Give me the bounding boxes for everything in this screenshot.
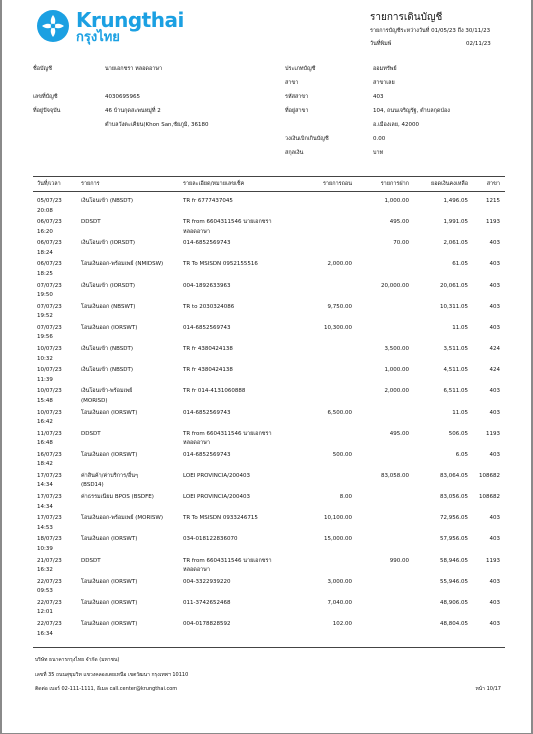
currency-label: สกุลเงิน xyxy=(285,150,304,156)
row-balance: 58,946.05 xyxy=(440,557,468,564)
row-branch: 403 xyxy=(489,388,500,395)
table-top-rule xyxy=(33,176,505,177)
row-description: โอนเงินออก (NBSWT) xyxy=(81,303,136,310)
row-date: 22/07/23 xyxy=(37,578,62,585)
row-branch: 108682 xyxy=(479,472,500,479)
row-withdraw: 3,000.00 xyxy=(327,578,352,585)
row-balance: 83,064.05 xyxy=(440,472,468,479)
row-time: 14:34 xyxy=(37,482,53,489)
row-balance: 6.05 xyxy=(455,451,468,458)
branch-code-label: รหัสสาขา xyxy=(285,94,309,100)
row-time: 10:32 xyxy=(37,355,53,362)
row-date: 11/07/23 xyxy=(37,430,62,437)
row-description: ค่าสินค้า/ค่าบริการ/อื่นๆ xyxy=(81,472,138,479)
row-detail: 014-6852569743 xyxy=(183,409,231,416)
row-description: โอนเงินออก (IORSWT) xyxy=(81,324,138,331)
row-description: เงินโอนเข้า (NBSDT) xyxy=(81,367,133,374)
row-description: เงินโอนเข้า (IORSDT) xyxy=(81,240,135,247)
row-deposit: 20,000.00 xyxy=(381,282,409,289)
row-balance: 61.05 xyxy=(452,261,468,268)
row-date: 10/07/23 xyxy=(37,409,62,416)
row-branch: 424 xyxy=(489,346,500,353)
row-date: 06/07/23 xyxy=(37,240,62,247)
row-time: 12:01 xyxy=(37,609,53,616)
row-branch: 1193 xyxy=(486,557,500,564)
row-balance: 11.05 xyxy=(452,324,468,331)
row-detail: LOEI PROVINCIA/200403 xyxy=(183,472,250,479)
row-description: โอนเงินออก-พร้อมเพย์ (NMIDSW) xyxy=(81,261,164,268)
row-time: 19:56 xyxy=(37,334,53,341)
row-branch: 403 xyxy=(489,303,500,310)
row-description: DDSDT xyxy=(81,430,101,437)
row-detail: 014-6852569743 xyxy=(183,324,231,331)
row-detail: 004-3322939220 xyxy=(183,578,231,585)
row-time: 19:52 xyxy=(37,313,53,320)
row-description-2: (BSD14) xyxy=(81,482,104,489)
header-detail: รายละเอียด/หมายเลขเช็ค xyxy=(183,181,245,187)
row-date: 10/07/23 xyxy=(37,346,62,353)
row-balance: 1,496.05 xyxy=(443,198,468,204)
row-withdraw: 10,100.00 xyxy=(324,515,352,522)
row-balance: 20,061.05 xyxy=(440,282,468,289)
row-time: 19:50 xyxy=(37,292,53,299)
account-number-value: 4030695965 xyxy=(105,94,140,100)
row-branch: 403 xyxy=(489,599,500,606)
row-deposit: 2,000.00 xyxy=(384,388,409,395)
row-balance: 3,511.05 xyxy=(443,346,468,353)
document-title: รายการเดินบัญชี xyxy=(370,12,443,23)
address-line1: 46 บ้านกุดสะพนหมู่ที่ 2 xyxy=(105,108,161,114)
row-withdraw: 2,000.00 xyxy=(327,261,352,268)
account-number-label: เลขที่บัญชี xyxy=(33,94,58,100)
row-withdraw: 102.00 xyxy=(332,621,352,627)
row-withdraw: 15,000.00 xyxy=(324,536,352,543)
row-date: 17/07/23 xyxy=(37,494,62,501)
row-balance: 10,311.05 xyxy=(440,303,468,310)
row-description: โอนเงินออก (IORSWT) xyxy=(81,578,138,585)
row-description: เงินโอนเข้า (NBSDT) xyxy=(81,198,133,204)
row-branch: 403 xyxy=(489,578,500,585)
row-date: 05/07/23 xyxy=(37,198,62,204)
account-name-value: นายเอกชรา หลอดอาษา xyxy=(105,66,163,72)
row-detail: 014-6852569743 xyxy=(183,240,231,247)
address-line2: ตำบลวังตะเคียน(Khon San,ชัยภูมิ, 36180 xyxy=(105,122,209,128)
bank-name: Krungthai xyxy=(76,8,184,32)
row-branch: 403 xyxy=(489,282,500,289)
footer-company: บริษัท ธนาคารกรุงไทย จำกัด (มหาชน) xyxy=(35,657,120,663)
row-description: โอนเงินออก (IORSWT) xyxy=(81,621,138,627)
row-detail: 004-1892633963 xyxy=(183,282,231,289)
row-branch: 1193 xyxy=(486,219,500,226)
row-branch: 403 xyxy=(489,621,500,627)
row-detail: TR from 6604311546 นายเอกชรา xyxy=(183,557,272,564)
row-description: เงินโอนเข้า-พร้อมเพย์ xyxy=(81,388,133,395)
statement-page xyxy=(2,0,531,733)
row-description: DDSDT xyxy=(81,557,101,564)
branch-code-value: 403 xyxy=(373,94,384,100)
row-balance: 48,906.05 xyxy=(440,599,468,606)
page-number: หน้า 10/17 xyxy=(475,686,501,692)
row-detail: TR from 6604311546 นายเอกชรา xyxy=(183,430,272,437)
header-branch: สาขา xyxy=(486,181,500,187)
row-balance: 4,511.05 xyxy=(443,367,468,374)
branch-address-label: ที่อยู่สาขา xyxy=(285,108,309,114)
row-branch: 403 xyxy=(489,240,500,247)
row-branch: 403 xyxy=(489,324,500,331)
address-label: ที่อยู่ปัจจุบัน xyxy=(33,108,61,114)
header-balance: ยอดเงินคงเหลือ xyxy=(431,181,468,187)
row-description: เงินโอนเข้า (NBSDT) xyxy=(81,346,133,353)
branch-value: สาขาเลย xyxy=(373,80,395,86)
footer-address: เลขที่ 35 ถนนสุขุมวิท แขวงคลองเตยเหนือ เขตวัฒนา กรุงเทพฯ 10110 xyxy=(35,672,189,678)
krungthai-logo-icon xyxy=(37,10,69,42)
row-date: 10/07/23 xyxy=(37,367,62,374)
row-date: 18/07/23 xyxy=(37,536,62,543)
row-detail: 004-0178828592 xyxy=(183,621,231,627)
row-withdraw: 7,040.00 xyxy=(327,599,352,606)
row-branch: 403 xyxy=(489,515,500,522)
row-branch: 403 xyxy=(489,409,500,416)
footer-rule xyxy=(33,647,505,648)
row-date: 07/07/23 xyxy=(37,303,62,310)
row-description: โอนเงินออก (IORSWT) xyxy=(81,409,138,416)
row-time: 20:08 xyxy=(37,207,53,214)
row-time: 16:34 xyxy=(37,630,53,637)
row-withdraw: 9,750.00 xyxy=(327,303,352,310)
row-deposit: 70.00 xyxy=(393,240,409,247)
row-time: 15:48 xyxy=(37,397,53,404)
row-detail: TR from 6604311546 นายเอกชรา xyxy=(183,219,272,226)
statement-period: รายการบัญชีระหว่างวันที่ 01/05/23 ถึง 30/11/23 xyxy=(370,28,491,34)
row-detail: LOEI PROVINCIA/200403 xyxy=(183,494,250,501)
row-balance: 55,946.05 xyxy=(440,578,468,585)
row-balance: 1,991.05 xyxy=(443,219,468,226)
bank-name-thai: กรุงไทย xyxy=(76,30,120,45)
row-description-2: (MORISD) xyxy=(81,397,108,404)
row-date: 22/07/23 xyxy=(37,599,62,606)
row-balance: 506.05 xyxy=(448,430,468,437)
row-deposit: 990.00 xyxy=(389,557,409,564)
row-branch: 403 xyxy=(489,261,500,268)
row-date: 17/07/23 xyxy=(37,515,62,522)
row-description: โอนเงินออก (IORSWT) xyxy=(81,599,138,606)
row-balance: 11.05 xyxy=(452,409,468,416)
row-date: 16/07/23 xyxy=(37,451,62,458)
row-time: 16:42 xyxy=(37,419,53,425)
row-date: 17/07/23 xyxy=(37,472,62,479)
row-time: 14:53 xyxy=(37,524,53,531)
row-description: โอนเงินออก (IORSWT) xyxy=(81,536,138,543)
row-deposit: 1,000.00 xyxy=(384,198,409,204)
row-date: 07/07/23 xyxy=(37,324,62,331)
row-time: 18:24 xyxy=(37,249,53,256)
row-branch: 1215 xyxy=(486,198,500,204)
row-balance: 72,956.05 xyxy=(440,515,468,522)
row-balance: 2,061.05 xyxy=(443,240,468,247)
header-deposit: รายการฝาก xyxy=(380,181,409,187)
row-detail: 034-018122836070 xyxy=(183,536,238,543)
row-date: 06/07/23 xyxy=(37,261,62,268)
row-detail-2: หลอดอาษา xyxy=(183,567,210,574)
row-time: 14:34 xyxy=(37,503,53,510)
row-detail-2: หลอดอาษา xyxy=(183,440,210,447)
print-date-label: วันที่พิมพ์ xyxy=(370,41,392,47)
row-withdraw: 10,300.00 xyxy=(324,324,352,331)
row-time: 16:48 xyxy=(37,440,53,447)
account-type-value: ออมทรัพย์ xyxy=(373,66,397,72)
row-time: 16:32 xyxy=(37,567,53,574)
branch-label: สาขา xyxy=(285,80,299,86)
row-date: 22/07/23 xyxy=(37,621,62,627)
branch-address-line2: อ.เมืองเลย, 42000 xyxy=(373,122,420,128)
row-description: เงินโอนเข้า (IORSDT) xyxy=(81,282,135,289)
row-withdraw: 500.00 xyxy=(332,451,352,458)
row-balance: 57,956.05 xyxy=(440,536,468,543)
row-withdraw: 6,500.00 xyxy=(327,409,352,416)
row-detail: TR To MSISDN 0933246715 xyxy=(183,515,258,522)
row-detail: TR fr 4380424138 xyxy=(183,346,233,353)
account-name-label: ชื่อบัญชี xyxy=(33,66,52,72)
branch-address-line1: 104, ถนนเจริญรัฐ, ตำบลกุดป่อง xyxy=(373,108,450,114)
currency-value: บาท xyxy=(373,150,384,156)
row-time: 18:25 xyxy=(37,270,53,277)
row-time: 11:39 xyxy=(37,376,53,383)
row-branch: 424 xyxy=(489,367,500,374)
row-detail: 011-3742652468 xyxy=(183,599,231,606)
row-detail: TR fr 4380424138 xyxy=(183,367,233,374)
row-branch: 403 xyxy=(489,536,500,543)
row-description: DDSDT xyxy=(81,219,101,226)
row-description: โอนเงินออก-พร้อมเพย์ (MORISW) xyxy=(81,515,163,522)
print-date-value: 02/11/23 xyxy=(466,41,491,47)
account-type-label: ประเภทบัญชี xyxy=(285,66,316,72)
header-withdraw: รายการถอน xyxy=(322,181,352,187)
footer-contact: ติดต่อ เบอร์ 02-111-1111, อีเมล call.center@krungthai.com xyxy=(35,686,178,692)
overdraft-limit-value: 0.00 xyxy=(373,136,386,142)
row-detail: TR to 2030324086 xyxy=(183,303,235,310)
row-deposit: 1,000.00 xyxy=(384,367,409,374)
row-detail: TR fr 014-4131060888 xyxy=(183,388,246,395)
row-date: 10/07/23 xyxy=(37,388,62,395)
row-balance: 6,511.05 xyxy=(443,388,468,395)
row-date: 06/07/23 xyxy=(37,219,62,226)
row-date: 07/07/23 xyxy=(37,282,62,289)
row-branch: 108682 xyxy=(479,494,500,501)
row-detail-2: หลอดอาษา xyxy=(183,228,210,235)
row-withdraw: 8.00 xyxy=(339,494,352,501)
header-date: วันที่/เวลา xyxy=(37,181,61,187)
row-deposit: 495.00 xyxy=(389,430,409,437)
row-time: 16:20 xyxy=(37,228,53,235)
table-header-rule xyxy=(33,191,505,192)
row-deposit: 3,500.00 xyxy=(384,346,409,353)
row-detail: 014-6852569743 xyxy=(183,451,231,458)
row-time: 10:39 xyxy=(37,545,53,552)
row-deposit: 495.00 xyxy=(389,219,409,226)
row-time: 18:42 xyxy=(37,461,53,468)
overdraft-limit-label: วงเงินเบิกเกินบัญชี xyxy=(285,136,329,142)
row-branch: 1193 xyxy=(486,430,500,437)
row-branch: 403 xyxy=(489,451,500,458)
row-date: 21/07/23 xyxy=(37,557,62,564)
header-description: รายการ xyxy=(81,181,100,187)
row-deposit: 83,058.00 xyxy=(381,472,409,479)
row-description: ค่าธรรมเนียม BPOS (BSDFE) xyxy=(81,494,154,501)
row-balance: 48,804.05 xyxy=(440,621,468,627)
row-detail: TR To MSISDN 0952155516 xyxy=(183,261,258,268)
print-date-row xyxy=(370,41,491,48)
row-balance: 83,056.05 xyxy=(440,494,468,501)
row-description: โอนเงินออก (IORSWT) xyxy=(81,451,138,458)
row-detail: TR fr 6777437045 xyxy=(183,198,233,204)
row-time: 09:53 xyxy=(37,588,53,595)
